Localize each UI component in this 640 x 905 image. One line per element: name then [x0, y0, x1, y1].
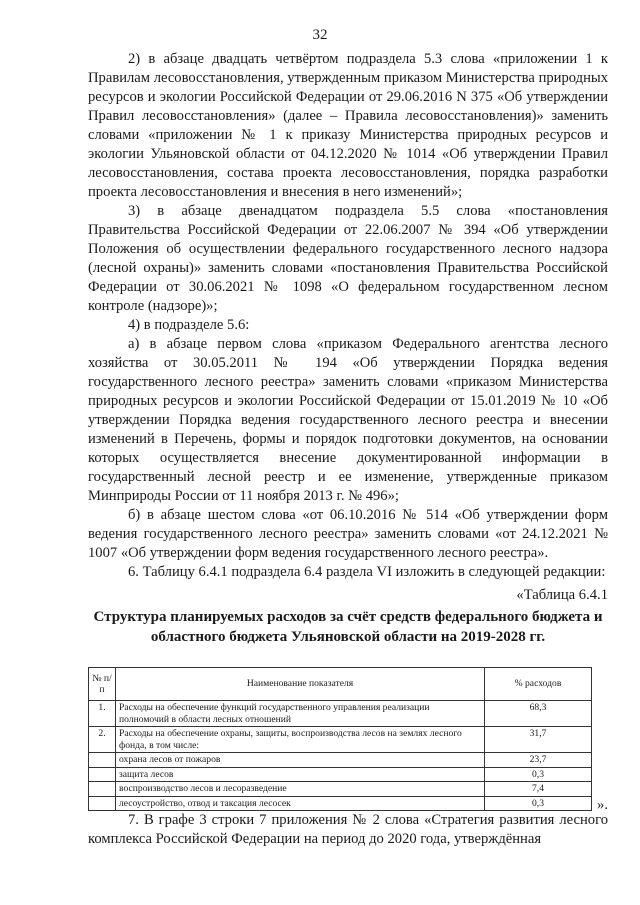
table-row [89, 701, 592, 727]
header-indicator: Наименование показателя [116, 668, 485, 701]
paragraph: 6. Таблицу 6.4.1 подраздела 6.4 раздела VI изложить в следующей редакции: [128, 564, 606, 580]
cell-percent: 23,7 [485, 753, 592, 768]
table-row [89, 796, 592, 811]
cell-indicator: воспроизводство лесов и лесоразведение [116, 782, 485, 797]
cell-percent: 0,3 [485, 796, 592, 811]
cell-number [89, 782, 116, 797]
cell-indicator: Расходы на обеспечение охраны, защиты, воспроизводства лесов на землях лесного фонда, в том числе: [116, 727, 485, 753]
expense-structure-table [88, 667, 592, 811]
paragraph: а) в абзаце первом слова «приказом Федерального агентства лесного хозяйства от 30.05.2011 № 194 «Об утверждении Порядка ведения государственного лесного реестра» заменить словами «приказом Министерства природных ресурсов и экологии Российской Федерации от 15.01.2019 № 10 «Об утверждении Порядка ведения государственного лесного реестра и внесении изменений в Перечень, формы и порядок подготовки документов, на основании которых осуществляется внесение документированной информации в государственный лесной реестр и ее изменение, утвержденные приказом Минприроды России от 11 ноября 2013 г. № 496»; [88, 336, 608, 504]
cell-indicator: охрана лесов от пожаров [116, 753, 485, 768]
cell-percent: 0,3 [485, 767, 592, 782]
cell-number [89, 753, 116, 768]
page-number: 32 [312, 27, 328, 43]
paragraph: 3) в абзаце двенадцатом подраздела 5.5 слова «постановления Правительства Российской Федерации от 22.06.2007 № 394 «Об утверждении Положения об осуществлении федерального государственного лесного надзора (лесной охраны)» заменить словами «постановления Правительства Российской Федерации от 30.06.2021 № 1098 «О федеральном государственном лесном контроле (надзоре)»; [88, 203, 608, 314]
document-body [88, 50, 608, 849]
table-row [89, 727, 592, 753]
table-title: Структура планируемых расходов за счёт средств федерального бюджета и областного бюджета Ульяновской области на 2019-2028 гг. [93, 609, 603, 645]
paragraph: 2) в абзаце двадцать четвёртом подраздела 5.3 слова «приложении 1 к Правилам лесовосстановления, утвержденным приказом Министерства природных ресурсов и экологии Российской Федерации от 29.06.2016 N 375 «Об утверждении Правил лесовосстановления» (далее – Правила лесовосстановления)» заменить словами «приложении № 1 к приказу Министерства природных ресурсов и экологии Ульяновской области от 04.12.2020 № 1014 «Об утверждении Правил лесовосстановления, состава проекта лесовосстановления, порядка разработки проекта лесовосстановления и внесения в него изменений»; [88, 51, 608, 200]
table-wrapper [88, 667, 608, 811]
table-reference: «Таблица 6.4.1 [516, 587, 608, 603]
cell-indicator: лесоустройство, отвод и таксация лесосек [116, 796, 485, 811]
table-row [89, 782, 592, 797]
cell-percent: 7,4 [485, 782, 592, 797]
table-row [89, 767, 592, 782]
cell-number [89, 796, 116, 811]
paragraph: б) в абзаце шестом слова «от 06.10.2016 № 514 «Об утверждении форм ведения государственного лесного реестра» заменить словами «от 24.12.2021 № 1007 «Об утверждении форм ведения государственного лесного реестра». [88, 507, 608, 561]
cell-number: 1. [89, 701, 116, 727]
table-row [89, 753, 592, 768]
header-number: № п/п [89, 668, 116, 701]
cell-indicator: Расходы на обеспечение функций государственного управления реализации полномочий в области лесных отношений [116, 701, 485, 727]
cell-number [89, 767, 116, 782]
header-percent: % расходов [485, 668, 592, 701]
paragraph: 7. В графе 3 строки 7 приложения № 2 слова «Стратегия развития лесного комплекса Российской Федерации на период до 2020 года, утверждённая [88, 812, 608, 847]
paragraph: 4) в подразделе 5.6: [128, 317, 250, 333]
cell-percent: 31,7 [485, 727, 592, 753]
cell-indicator: защита лесов [116, 767, 485, 782]
closing-quote: ». [597, 797, 608, 813]
cell-percent: 68,3 [485, 701, 592, 727]
cell-number: 2. [89, 727, 116, 753]
table-header-row [89, 668, 592, 701]
